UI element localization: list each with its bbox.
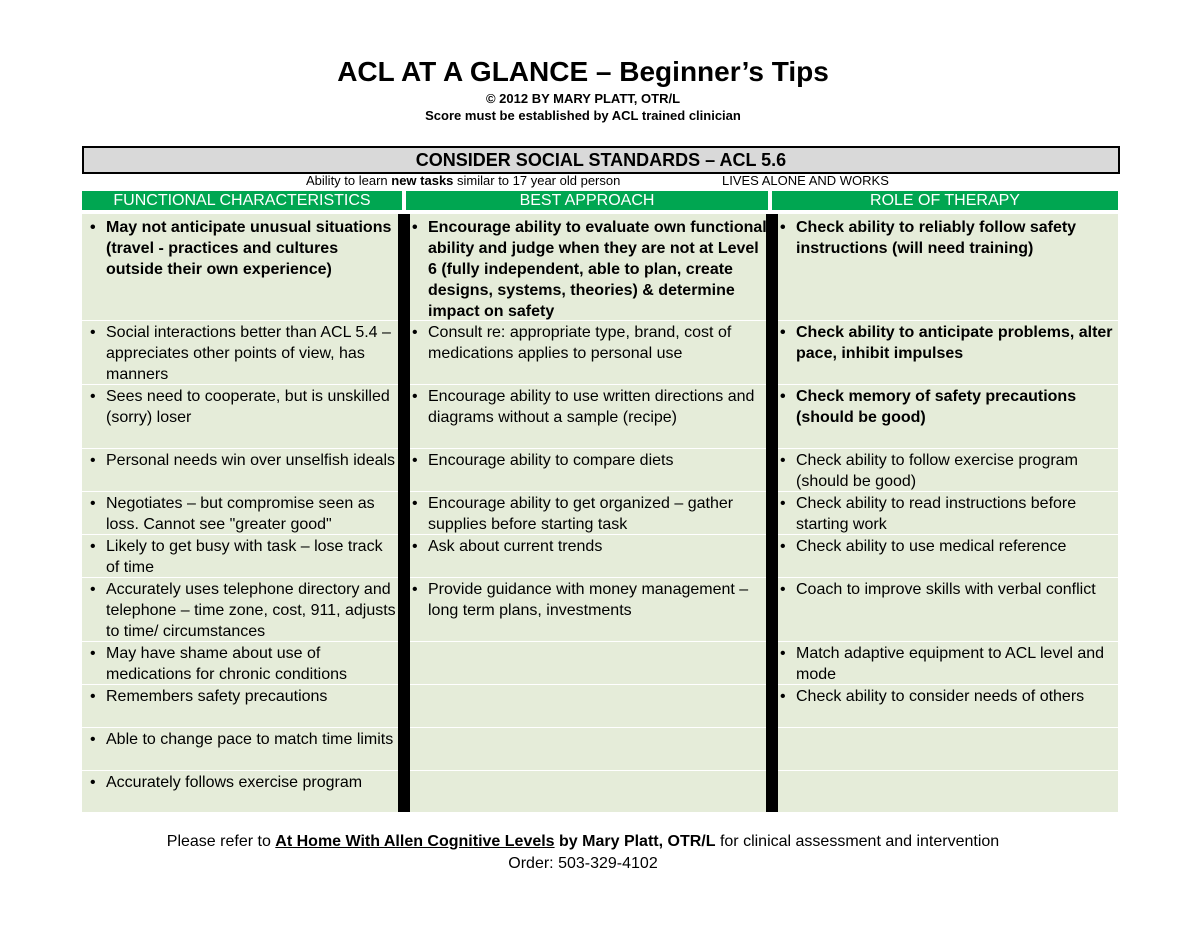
bullet-icon: •	[90, 452, 96, 469]
bullet-icon: •	[412, 388, 418, 405]
functional-item: • Able to change pace to match time limits	[90, 731, 394, 748]
bullet-icon: •	[780, 688, 786, 705]
bullet-icon: •	[90, 388, 96, 405]
approach-item: • Encourage ability to get organized – gather supplies before starting task	[412, 495, 734, 533]
ability-bold: new tasks	[391, 173, 454, 188]
approach-item: • Encourage ability to compare diets	[412, 452, 674, 469]
bullet-icon: •	[780, 324, 786, 341]
therapy-item: • Check ability to anticipate problems, alter pace, inhibit impulses	[780, 324, 1113, 362]
bullet-icon: •	[412, 452, 418, 469]
bullet-icon: •	[780, 581, 786, 598]
row-separator	[82, 770, 1118, 771]
functional-item: • Social interactions better than ACL 5.4 – appreciates other points of view, has manners	[90, 324, 391, 383]
order-phone: Order: 503-329-4102	[508, 855, 658, 872]
bullet-icon: •	[780, 388, 786, 405]
bullet-icon: •	[412, 538, 418, 555]
copyright-line: © 2012 BY MARY PLATT, OTR/L	[485, 91, 681, 106]
bullet-icon: •	[780, 495, 786, 512]
row-separator	[82, 727, 1118, 728]
functional-item: • Accurately follows exercise program	[90, 774, 363, 791]
therapy-item: • Coach to improve skills with verbal conflict	[780, 581, 1096, 598]
therapy-item: • Check ability to follow exercise program (should be good)	[780, 452, 1078, 490]
therapy-item: • Check ability to read instructions before starting work	[780, 495, 1077, 533]
bullet-icon: •	[90, 731, 96, 748]
bullet-icon: •	[90, 538, 96, 555]
reference-line	[0, 832, 1166, 852]
therapy-item: • Check ability to reliably follow safety instructions (will need training)	[780, 219, 1077, 257]
approach-item: • Consult re: appropriate type, brand, cost of medications applies to personal use	[412, 324, 732, 362]
functional-item: • Sees need to cooperate, but is unskilled (sorry) loser	[90, 388, 390, 426]
book-author: by Mary Platt, OTR/L	[554, 833, 716, 850]
book-title: At Home With Allen Cognitive Levels	[275, 833, 555, 850]
bullet-icon: •	[90, 581, 96, 598]
page-title: ACL AT A GLANCE – Beginner’s Tips	[337, 56, 829, 87]
bullet-icon: •	[90, 688, 96, 705]
functional-item: • Accurately uses telephone directory and telephone – time zone, cost, 911, adjusts to time/ circumstances	[90, 581, 396, 640]
bullet-icon: •	[412, 324, 418, 341]
bullet-icon: •	[90, 774, 96, 791]
functional-item: • Negotiates – but compromise seen as loss. Cannot see "greater good"	[90, 495, 375, 533]
bullet-icon: •	[412, 219, 418, 236]
reference-prefix: Please refer to	[166, 833, 276, 850]
header-approach: BEST APPROACH	[406, 191, 768, 210]
functional-item: • May not anticipate unusual situations (travel - practices and cultures outside their own experience)	[90, 219, 392, 278]
approach-item: • Ask about current trends	[412, 538, 603, 555]
functional-item: • Personal needs win over unselfish ideals	[90, 452, 396, 469]
row-separator	[82, 448, 1118, 449]
approach-item: • Encourage ability to use written directions and diagrams without a sample (recipe)	[412, 388, 755, 426]
therapy-item: • Match adaptive equipment to ACL level and mode	[780, 645, 1105, 683]
bullet-icon: •	[90, 645, 96, 662]
bullet-icon: •	[90, 219, 96, 236]
bullet-icon: •	[90, 495, 96, 512]
therapy-item: • Check ability to use medical reference	[780, 538, 1067, 555]
header-functional: FUNCTIONAL CHARACTERISTICS	[82, 191, 402, 210]
bullet-icon: •	[780, 452, 786, 469]
ability-note	[306, 173, 620, 188]
bullet-icon: •	[780, 538, 786, 555]
reference-suffix: for clinical assessment and intervention	[715, 833, 1000, 850]
clinician-note: Score must be established by ACL trained clinician	[425, 108, 741, 123]
bullet-icon: •	[412, 581, 418, 598]
functional-item: • Remembers safety precautions	[90, 688, 328, 705]
therapy-item: • Check memory of safety precautions (should be good)	[780, 388, 1077, 426]
functional-item: • Likely to get busy with task – lose track of time	[90, 538, 383, 576]
bullet-icon: •	[412, 495, 418, 512]
approach-item: • Provide guidance with money management – long term plans, investments	[412, 581, 749, 619]
functional-item: • May have shame about use of medications for chronic conditions	[90, 645, 348, 683]
therapy-item: • Check ability to consider needs of others	[780, 688, 1085, 705]
bullet-icon: •	[90, 324, 96, 341]
living-status: LIVES ALONE AND WORKS	[722, 173, 889, 188]
ability-prefix: Ability to learn	[306, 173, 392, 188]
bullet-icon: •	[780, 219, 786, 236]
header-therapy: ROLE OF THERAPY	[772, 191, 1118, 210]
section-banner: CONSIDER SOCIAL STANDARDS – ACL 5.6	[82, 146, 1120, 174]
ability-suffix: similar to 17 year old person	[453, 173, 621, 188]
bullet-icon: •	[780, 645, 786, 662]
approach-item: • Encourage ability to evaluate own functional ability and judge when they are not at Level 6 (fully independent, able to plan, create designs, systems, theories) & determine impact on safety	[412, 219, 767, 320]
